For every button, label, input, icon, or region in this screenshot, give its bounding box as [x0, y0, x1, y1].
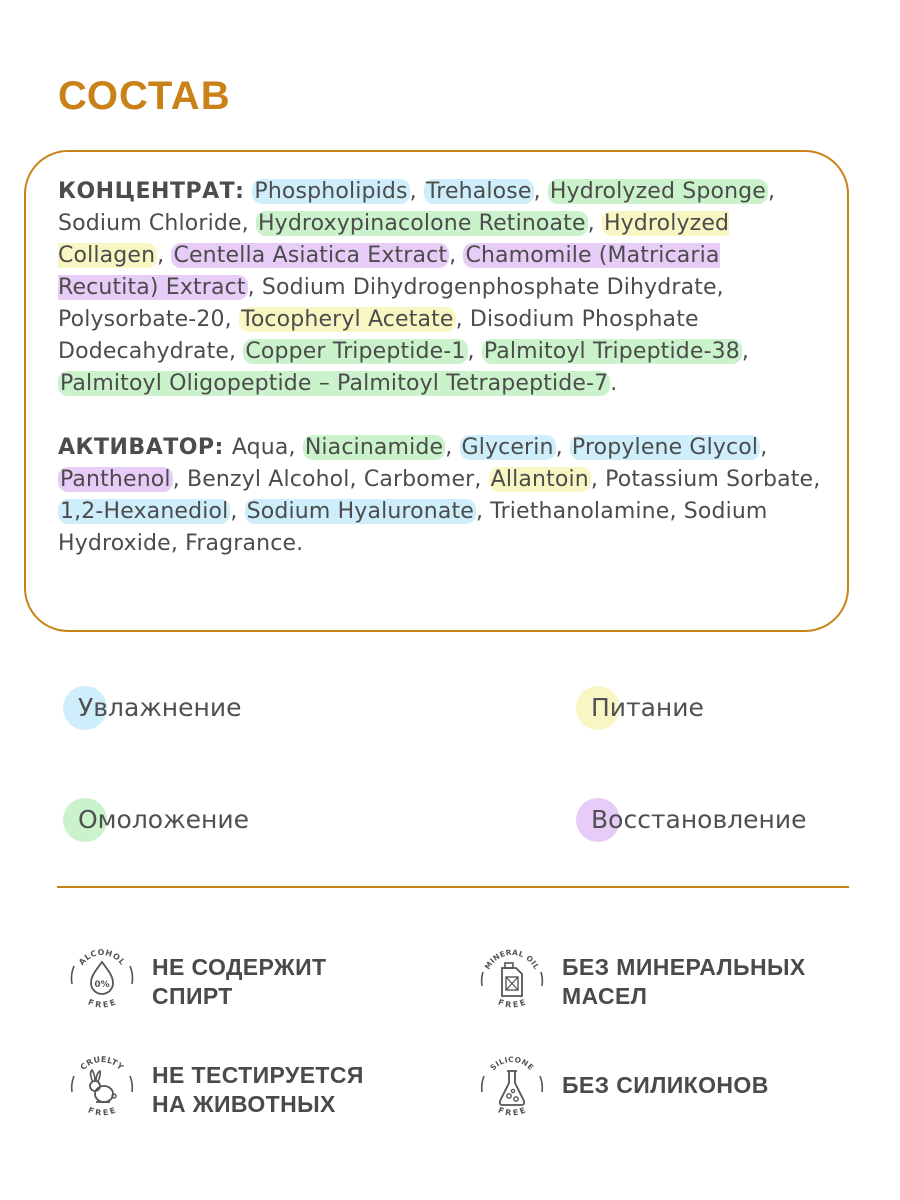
- ingredient-text: .: [610, 371, 618, 396]
- ingredient-text: ,: [533, 179, 548, 204]
- ingredient-highlight-blue: Propylene Glycol: [571, 435, 759, 460]
- ingredient-text: , Sodium Chloride,: [58, 179, 776, 236]
- ingredient-highlight-blue: Glycerin: [461, 435, 554, 460]
- legend-label: Питание: [591, 693, 704, 722]
- ingredient-text: , Benzyl Alcohol, Carbomer,: [172, 467, 489, 492]
- feature-mineral-oil-free: [476, 942, 856, 1014]
- ingredient-text: ,: [760, 435, 768, 460]
- svg-text:ALCOHOL: ALCOHOL: [77, 947, 128, 967]
- ingredient-highlight-blue: Trehalose: [425, 179, 532, 204]
- ingredient-highlight-green: Hydrolyzed Sponge: [549, 179, 766, 204]
- ingredient-text: ,: [445, 435, 460, 460]
- svg-text:CRUELTY: CRUELTY: [78, 1054, 126, 1072]
- activator-paragraph: [58, 432, 825, 560]
- svg-text:SILICONE: SILICONE: [488, 1054, 536, 1073]
- ingredient-text: , Disodium Phosphate Dodecahydrate,: [58, 307, 699, 364]
- ingredient-highlight-green: Palmitoyl Tripeptide-38: [483, 339, 740, 364]
- concentrate-label: КОНЦЕНТРАТ:: [58, 179, 245, 204]
- feature-cruelty-free: [66, 1050, 396, 1122]
- alcohol-free-icon: [66, 942, 138, 1014]
- ingredient-text: , Triethanolamine, Sodium Hydroxide, Fragrance.: [58, 499, 768, 556]
- svg-text:FREE: FREE: [86, 1105, 118, 1118]
- ingredient-highlight-green: Palmitoyl Oligopeptide – Palmitoyl Tetrapeptide-7: [60, 371, 609, 396]
- feature-label: БЕЗ МИНЕРАЛЬНЫХ МАСЕЛ: [562, 954, 806, 1009]
- feature-silicone-free: [476, 1050, 856, 1122]
- svg-text:FREE: FREE: [496, 997, 528, 1010]
- ingredient-text: ,: [467, 339, 482, 364]
- ingredient-highlight-blue: 1,2-Hexanediol: [60, 499, 229, 524]
- silicone-free-icon: [476, 1050, 548, 1122]
- feature-alcohol-free: [66, 942, 396, 1014]
- svg-text:MINERAL OIL: MINERAL OIL: [482, 947, 542, 972]
- svg-text:FREE: FREE: [86, 997, 118, 1010]
- activator-label: АКТИВАТОР:: [58, 435, 224, 460]
- feature-label: НЕ ТЕСТИРУЕТСЯ НА ЖИВОТНЫХ: [152, 1062, 364, 1117]
- ingredient-highlight-yellow: Tocopheryl Acetate: [240, 307, 454, 332]
- ingredient-highlight-blue: Sodium Hyaluronate: [246, 499, 474, 524]
- ingredient-text: ,: [449, 243, 464, 268]
- ingredient-highlight-yellow: Hydrolyzed Collagen: [58, 211, 730, 268]
- svg-text:0%: 0%: [94, 980, 110, 990]
- ingredient-highlight-yellow: Allantoin: [490, 467, 589, 492]
- cruelty-free-icon: [66, 1050, 138, 1122]
- page-title: СОСТАВ: [58, 74, 231, 118]
- feature-label: НЕ СОДЕРЖИТ СПИРТ: [152, 954, 327, 1009]
- ingredient-highlight-purple: Panthenol: [60, 467, 171, 492]
- ingredient-text: ,: [555, 435, 570, 460]
- legend-label: Восстановление: [591, 805, 807, 834]
- ingredient-highlight-green: Niacinamide: [304, 435, 444, 460]
- feature-label: БЕЗ СИЛИКОНОВ: [562, 1072, 769, 1098]
- legend-label: Омоложение: [78, 805, 249, 834]
- ingredient-text: ,: [741, 339, 750, 364]
- composition-box: [24, 150, 849, 632]
- svg-text:FREE: FREE: [496, 1105, 528, 1118]
- ingredient-highlight-green: Copper Tripeptide-1: [245, 339, 466, 364]
- ingredient-text: ,: [157, 243, 172, 268]
- ingredient-text: , Potassium Sorbate,: [590, 467, 821, 492]
- ingredient-text: ,: [409, 179, 424, 204]
- ingredient-highlight-purple: Centella Asiatica Extract: [173, 243, 448, 268]
- divider: [57, 886, 849, 888]
- ingredient-text: , Sodium Dihydrogenphosphate Dihydrate, Polysorbate-20,: [58, 275, 724, 332]
- ingredient-highlight-blue: Phospholipids: [254, 179, 408, 204]
- legend-label: Увлажнение: [78, 693, 242, 722]
- mineral-oil-free-icon: [476, 942, 548, 1014]
- ingredient-text: Aqua,: [231, 435, 303, 460]
- ingredient-text: ,: [587, 211, 602, 236]
- concentrate-ingredients: [58, 179, 775, 396]
- concentrate-paragraph: [58, 176, 825, 400]
- ingredient-highlight-purple: Chamomile (Matricaria Recutita) Extract: [58, 243, 720, 300]
- ingredient-highlight-green: Hydroxypinacolone Retinoate: [257, 211, 586, 236]
- ingredient-text: ,: [230, 499, 245, 524]
